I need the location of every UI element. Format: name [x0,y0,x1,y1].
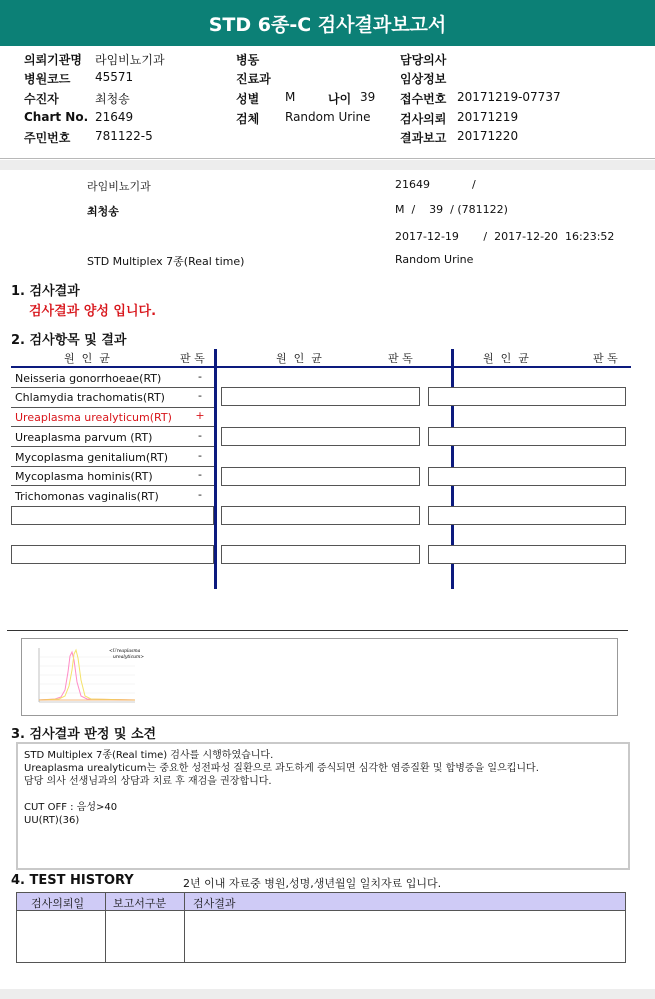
col-pathogen-label: 원 인 균 [483,352,529,365]
pathogen-name: Mycoplasma hominis(RT) [15,470,153,483]
history-header [17,893,625,911]
history-table [16,892,626,963]
empty-cell [221,467,420,486]
history-col-report-type: 보고서구분 [113,897,167,910]
comment-line: Ureaplasma urealyticum는 중요한 성전파성 질환으로 과도하게 증식되면 심각한 염증질환 및 합병증을 일으킵니다. [24,763,539,774]
section-4-title: 4. TEST HISTORY [11,873,134,888]
row-rule [11,466,214,467]
history-col-result: 검사결과 [193,897,236,910]
ward-label: 병동 [236,53,260,67]
pathogen-name: Mycoplasma genitalium(RT) [15,451,169,464]
section-2-title: 2. 검사항목 및 결과 [11,333,127,348]
doctor-label: 담당의사 [400,53,447,67]
uu-value-line: UU(RT)(36) [24,815,80,826]
sex-label: 성별 [236,92,260,106]
summary-sex-age: M / 39 / (781122) [395,203,508,216]
empty-cell [11,545,214,564]
graph-divider [7,630,628,631]
request-label: 검사의뢰 [400,112,447,126]
report-title: STD 6종-C 검사결과보고서 [0,0,655,46]
pathogen-name: Trichomonas vaginalis(RT) [15,490,159,503]
row-rule [11,387,214,388]
request-value: 20171219 [457,110,519,124]
chart-value: 21649 [95,110,134,124]
empty-cell [221,387,420,406]
empty-cell [428,506,626,525]
empty-cell [221,506,420,525]
code-label: 병원코드 [24,72,71,86]
pathogen-name-positive: Ureaplasma urealyticum(RT) [15,411,172,424]
cutoff-line: CUT OFF : 음성>40 [24,802,118,813]
pathogen-name: Chlamydia trachomatis(RT) [15,391,165,404]
empty-cell [11,506,214,525]
col-pathogen-label: 원 인 균 [64,352,110,365]
amplification-curve-chart [25,642,168,710]
hospital-value: 라임비뇨기과 [95,53,165,67]
col-head-3 [455,349,635,367]
recipient-value: 최청송 [95,92,130,106]
row-rule [11,407,214,408]
row-rule [11,485,214,486]
sex-value: M [285,90,296,104]
history-note: 2년 이내 자료중 병원,성명,생년월일 일치자료 입니다. [183,877,442,890]
summary-test-name: STD Multiplex 7종(Real time) [87,255,245,268]
col-head-2 [218,349,452,367]
summary-hospital: 라임비뇨기과 [87,180,151,193]
col-head-1 [12,349,216,367]
report-value: 20171220 [457,129,519,143]
specimen-value: Random Urine [285,110,371,124]
summary-dates: 2017-12-19 / 2017-12-20 16:23:52 [395,230,615,243]
resident-value: 781122-5 [95,129,153,143]
pathogen-result: - [198,370,202,383]
band [0,160,655,170]
col-judge-label: 판 독 [593,352,618,365]
pathogen-result: - [198,429,202,442]
recipient-label: 수진자 [24,92,59,106]
bottom-band [0,989,655,999]
section-3-title: 3. 검사결과 판정 및 소견 [11,727,157,742]
pathogen-result-positive: + [195,409,205,422]
pathogen-name: Ureaplasma parvum (RT) [15,431,153,444]
table-header-rule [11,366,631,368]
specimen-label: 검체 [236,112,260,126]
overall-result: 검사결과 양성 입니다. [29,304,157,319]
row-rule [11,446,214,447]
history-col-divider [105,893,106,962]
interpretation-box [16,742,630,870]
pathogen-result: - [198,488,202,501]
section-1-title: 1. 검사결과 [11,284,80,299]
clinical-label: 임상정보 [400,72,447,86]
col-pathogen-label: 원 인 균 [276,352,322,365]
empty-cell [221,545,420,564]
summary-patient: 최청송 [87,205,119,218]
history-col-divider [184,893,185,962]
summary-chart: 21649 / [395,178,476,191]
row-rule [11,426,214,427]
empty-cell [428,387,626,406]
pathogen-result: - [198,449,202,462]
graph-label: urealyticum> [113,655,145,660]
dept-label: 진료과 [236,72,271,86]
col-judge-label: 판 독 [180,352,205,365]
age-label: 나이 [328,92,352,106]
receipt-value: 20171219-07737 [457,90,561,104]
empty-cell [428,427,626,446]
code-value: 45571 [95,70,134,84]
empty-cell [428,467,626,486]
comment-line: 담당 의사 선생님과의 상담과 치료 후 재검을 권장합니다. [24,776,272,787]
age-value: 39 [360,90,376,104]
resident-label: 주민번호 [24,131,71,145]
column-divider [214,349,217,589]
pathogen-name: Neisseria gonorrhoeae(RT) [15,372,162,385]
pathogen-result: - [198,389,202,402]
amplification-graph [21,638,618,716]
chart-label: Chart No. [24,110,89,124]
comment-line: STD Multiplex 7종(Real time) 검사를 시행하였습니다. [24,750,274,761]
pathogen-result: - [198,468,202,481]
header-divider [0,158,655,159]
empty-cell [221,427,420,446]
graph-label: <Ureaplasma [109,649,141,654]
history-col-request-date: 검사의뢰일 [31,897,85,910]
col-judge-label: 판 독 [388,352,413,365]
receipt-label: 접수번호 [400,92,447,106]
hospital-label: 의뢰기관명 [24,53,82,67]
report-label: 결과보고 [400,131,447,145]
summary-specimen: Random Urine [395,253,474,266]
empty-cell [428,545,626,564]
